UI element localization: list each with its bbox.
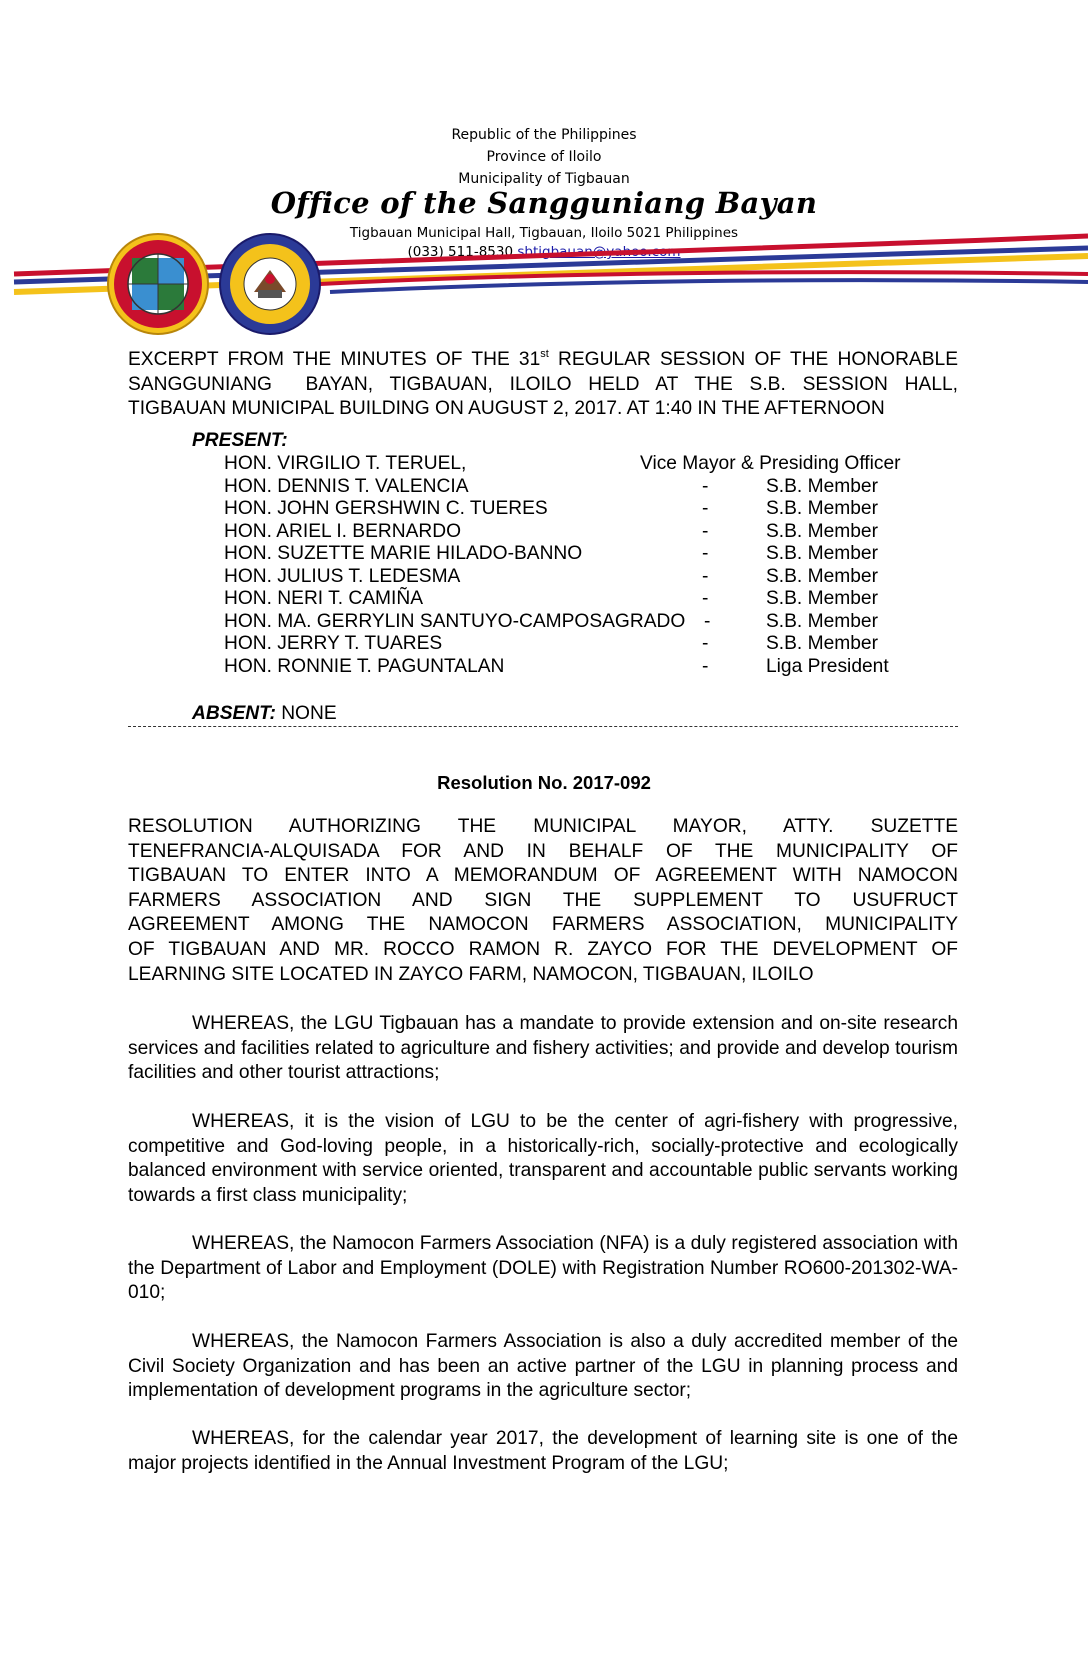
member-name: HON. MA. GERRYLIN SANTUYO-CAMPOSAGRADO <box>224 610 686 632</box>
member-name: HON. RONNIE T. PAGUNTALAN <box>224 655 505 677</box>
member-role: Vice Mayor & Presiding Officer <box>640 453 901 474</box>
member-name: HON. JERRY T. TUARES <box>224 633 443 654</box>
attendance-member <box>224 656 944 679</box>
whereas-clause <box>128 1110 958 1208</box>
resolution-title-line: TIGBAUAN TO ENTER INTO A MEMORANDUM OF AGREEMENT WITH NAMOCON <box>128 865 958 887</box>
present-label: PRESENT: <box>192 430 288 451</box>
member-role: Liga President <box>766 655 889 677</box>
attendance-member <box>224 588 944 611</box>
resolution-title-line: AGREEMENT AMONG THE NAMOCON FARMERS ASSOCIATION, MUNICIPALITY <box>128 914 958 936</box>
member-name: HON. SUZETTE MARIE HILADO-BANNO <box>224 543 583 564</box>
resolution-title-line: RESOLUTION AUTHORIZING THE MUNICIPAL MAYOR, ATTY. SUZETTE <box>128 816 958 837</box>
member-role: S.B. Member <box>766 588 878 609</box>
whereas-clause <box>128 1427 958 1476</box>
excerpt-ordinal-suffix: st <box>540 348 549 360</box>
whereas-text: WHEREAS, for the calendar year 2017, the development of learning site is one of the major projects identified in the Annual Investment Program of the LGU; <box>128 1428 958 1474</box>
member-name: HON. ARIEL I. BERNARDO <box>224 520 462 542</box>
member-dash: - <box>702 498 709 519</box>
member-dash: - <box>702 588 709 609</box>
whereas-text: WHEREAS, the Namocon Farmers Association (NFA) is a duly registered association with the Department of Labor and Employment (DOLE) with Registration Number RO600-201302-WA-010; <box>128 1233 958 1304</box>
letterhead-municipality: Municipality of Tigbauan <box>458 171 630 187</box>
member-role: S.B. Member <box>766 475 878 497</box>
excerpt-heading <box>128 342 958 422</box>
excerpt-line3: TIGBAUAN MUNICIPAL BUILDING ON AUGUST 2, 2017. AT 1:40 IN THE AFTERNOON <box>128 398 885 420</box>
resolution-number: Resolution No. 2017-092 <box>437 772 651 793</box>
attendance-member <box>224 498 944 521</box>
excerpt-line2: SANGGUNIANG BAYAN, TIGBAUAN, ILOILO HELD AT THE S.B. SESSION HALL, <box>128 373 958 395</box>
attendance-member <box>224 566 944 589</box>
attendance-member <box>224 521 944 544</box>
resolution-title <box>128 815 958 987</box>
letterhead-phone: (033) 511-8530 <box>407 244 514 260</box>
member-role: S.B. Member <box>766 498 878 519</box>
attendance-member <box>224 611 944 634</box>
member-dash: - <box>702 633 709 654</box>
whereas-clause <box>128 1012 958 1086</box>
member-role: S.B. Member <box>766 520 878 542</box>
resolution-title-line: LEARNING SITE LOCATED IN ZAYCO FARM, NAMOCON, TIGBAUAN, ILOILO <box>128 963 814 985</box>
attendance-member <box>224 543 944 566</box>
absent-label: ABSENT: <box>192 703 276 724</box>
whereas-text: WHEREAS, it is the vision of LGU to be the center of agri-fishery with progressive, competitive and God-loving people, in a historically-rich, socially-protective and ecologically balanced environment with service oriented, transparent and accountable public servants working towards a first class municipality; <box>128 1111 958 1206</box>
member-role: S.B. Member <box>766 543 878 564</box>
excerpt-line1-post: REGULAR SESSION OF THE HONORABLE <box>558 349 958 370</box>
letterhead-republic: Republic of the Philippines <box>451 127 637 143</box>
attendance-member <box>224 453 944 476</box>
member-name: HON. DENNIS T. VALENCIA <box>224 475 469 497</box>
letterhead-office-title: Office of the Sangguniang Bayan <box>270 186 818 220</box>
attendance-member <box>224 633 944 656</box>
member-dash: - <box>702 475 709 497</box>
attendance-member <box>224 476 944 499</box>
whereas-text: WHEREAS, the LGU Tigbauan has a mandate to provide extension and on-site research services and facilities related to agriculture and fishery activities; and provide and develop tourism facilities and other tourist attractions; <box>128 1013 958 1084</box>
excerpt-line1-pre: EXCERPT FROM THE MINUTES OF THE 31 <box>128 349 541 370</box>
member-dash: - <box>702 543 709 564</box>
absent-value: NONE <box>275 703 337 724</box>
member-name: HON. NERI T. CAMIÑA <box>224 588 424 609</box>
member-role: S.B. Member <box>766 610 878 632</box>
resolution-title-line: FARMERS ASSOCIATION AND SIGN THE SUPPLEMENT TO USUFRUCT <box>128 889 958 911</box>
member-dash: - <box>702 565 709 587</box>
letterhead-email-link[interactable]: sbtigbauan@yahoo.com <box>517 244 681 260</box>
resolution-title-line: TENEFRANCIA-ALQUISADA FOR AND IN BEHALF OF THE MUNICIPALITY OF <box>128 840 958 862</box>
member-role: S.B. Member <box>766 565 878 587</box>
resolution-title-line: OF TIGBAUAN AND MR. ROCCO RAMON R. ZAYCO FOR THE DEVELOPMENT OF <box>128 938 958 960</box>
letterhead-province: Province of Iloilo <box>486 149 602 165</box>
section-divider <box>128 726 958 727</box>
letterhead-address: Tigbauan Municipal Hall, Tigbauan, Iloilo 5021 Philippines <box>349 225 739 241</box>
member-dash: - <box>704 610 711 632</box>
member-name: HON. JULIUS T. LEDESMA <box>224 565 461 587</box>
member-dash: - <box>702 520 709 542</box>
member-name: HON. JOHN GERSHWIN C. TUERES <box>224 498 548 519</box>
sangguniang-bayan-seal <box>218 232 322 336</box>
member-role: S.B. Member <box>766 633 878 654</box>
whereas-text: WHEREAS, the Namocon Farmers Association is also a duly accredited member of the Civil Society Organization and has been an active partner of the LGU in planning process and implementation of development programs in the agriculture sector; <box>128 1331 958 1402</box>
absent-line <box>192 703 912 726</box>
whereas-clause <box>128 1232 958 1306</box>
municipality-seal <box>106 232 210 336</box>
member-name: HON. VIRGILIO T. TERUEL, <box>224 453 467 474</box>
whereas-clause <box>128 1330 958 1404</box>
member-dash: - <box>702 655 709 677</box>
